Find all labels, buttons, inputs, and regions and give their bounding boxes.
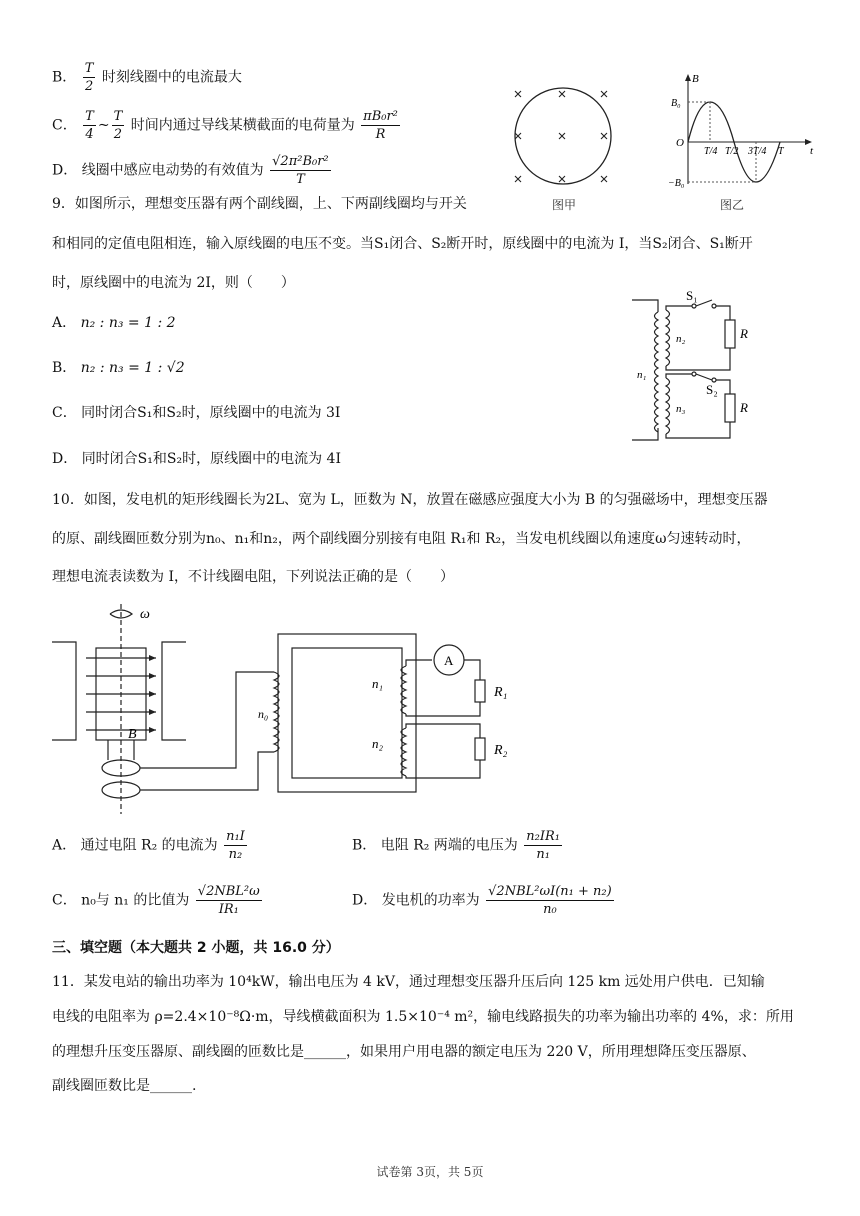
fraction: $\frac{\text{πB₀r²}}{R}$: [363, 109, 398, 142]
svg-text:n₂: n₂: [676, 333, 686, 345]
q8-option-b: B． $\frac{T}{2}$ 时刻线圈中的电流最大: [52, 61, 242, 94]
svg-text:ω: ω: [140, 607, 150, 622]
q10-option-c: C． n₀与 n₁ 的比值为 $\frac{\text{√2NBL²ω}}{\text{IR₁}}$: [52, 884, 260, 917]
svg-text:T/2: T/2: [725, 146, 739, 157]
svg-text:n₂: n₂: [372, 736, 384, 751]
q10-stem-line-2: 的原、副线圈匝数分别为n₀、n₁和n₂，两个副线圈分别接有电阻 R₁和 R₂，当发电机线圈以角速度ω匀速转动时，: [52, 531, 751, 547]
q10-option-b: B． 电阻 R₂ 两端的电压为 $\frac{\text{n₂IR₁}}{\text{n₁}}$: [352, 829, 560, 862]
svg-text:A: A: [444, 653, 454, 668]
q9-option-a: A． n₂ : n₃ = 1 : 2: [52, 315, 176, 331]
q9-option-d: D． 同时闭合S₁和S₂时，原线圈中的电流为 4I: [52, 451, 341, 467]
q9-stem-line-3: 时，原线圈中的电流为 2I，则（ ）: [52, 275, 295, 291]
fraction: $\frac{T}{2}$: [113, 109, 123, 142]
svg-text:n₁: n₁: [637, 369, 647, 381]
q9-stem-line-1: 9．如图所示，理想变压器有两个副线圈，上、下两副线圈均与开关: [52, 196, 467, 212]
svg-text:B₀: B₀: [671, 98, 681, 109]
fraction: $\frac{T}{4}$: [85, 109, 94, 142]
q10-stem-line-3: 理想电流表读数为 I，不计线圈电阻，下列说法正确的是（ ）: [52, 569, 454, 585]
q11-line-1: 11．某发电站的输出功率为 10⁴kW，输出电压为 4 kV，通过理想变压器升压后向 125 km 远处用户供电．已知输: [52, 974, 765, 990]
fraction: $\frac{\text{√2NBL²ω}}{\text{IR₁}}$: [197, 884, 260, 917]
figure-yi-graph: [668, 72, 818, 192]
q11-line-2: 电线的电阻率为 ρ=2.4×10⁻⁸Ω·m，导线横截面积为 1.5×10⁻⁴ m²，输电线路损失的功率为输出功率的 4%，求：所用: [52, 1009, 794, 1025]
fraction: $\frac{T}{2}$: [84, 61, 94, 94]
q8-option-d: D． 线圈中感应电动势的有效值为 $\frac{\text{√2π²B₀r²}}{T}$: [52, 154, 329, 187]
q9-option-b: B． n₂ : n₃ = 1 : √2: [52, 360, 185, 376]
section-title: 三、填空题（本大题共 2 小题，共 16.0 分）: [52, 940, 340, 956]
svg-text:n₃: n₃: [676, 403, 686, 415]
figure-jia-caption: 图甲: [552, 198, 577, 212]
figure-jia-magnetic-field: [500, 78, 630, 198]
svg-text:R₂: R₂: [494, 743, 508, 758]
q10-stem-line-1: 10．如图，发电机的矩形线圈长为2L、宽为 L，匝数为 N，放置在磁感应强度大小为 B 的匀强磁场中，理想变压器: [52, 492, 768, 508]
fraction: $\frac{\text{√2π²B₀r²}}{T}$: [272, 154, 329, 187]
q9-stem-line-2: 和相同的定值电阻相连，输入原线圈的电压不变。当S₁闭合、S₂断开时，原线圈中的电流为 I，当S₂闭合、S₁断开: [52, 236, 753, 252]
q11-line-4: 副线圈匝数比是______.: [52, 1078, 197, 1094]
svg-text:O: O: [676, 137, 684, 149]
q9-transformer-diagram: [630, 282, 770, 447]
figure-yi-caption: 图乙: [720, 198, 745, 212]
svg-text:t: t: [810, 145, 814, 157]
svg-text:n₁: n₁: [372, 676, 384, 691]
cross-marks: [515, 91, 607, 182]
svg-text:B: B: [128, 727, 137, 742]
fraction: $\frac{\text{n₂IR₁}}{\text{n₁}}$: [526, 829, 560, 862]
svg-text:3T/4: 3T/4: [748, 146, 767, 157]
fraction: $\frac{\text{√2NBL²ωI(n₁ + n₂)}}{\text{n₀}}$: [488, 884, 612, 917]
q10-option-d: D． 发电机的功率为 $\frac{\text{√2NBL²ωI(n₁ + n₂)}}{\text{n₀}}$: [352, 884, 612, 917]
page-footer: 试卷第 3页，共 5页: [376, 1165, 484, 1179]
svg-text:T: T: [778, 146, 784, 157]
svg-text:n₀: n₀: [258, 707, 269, 721]
svg-text:T/4: T/4: [704, 146, 718, 157]
q10-generator-transformer-diagram: [52, 600, 532, 818]
q9-option-c: C． 同时闭合S₁和S₂时，原线圈中的电流为 3I: [52, 405, 341, 421]
svg-text:S₂: S₂: [706, 382, 718, 397]
svg-text:−B₀: −B₀: [668, 178, 685, 189]
q10-option-a: A． 通过电阻 R₂ 的电流为 $\frac{\text{n₁I}}{\text{n₂}}$: [52, 829, 245, 862]
svg-text:B: B: [692, 73, 699, 85]
q11-line-3: 的理想升压变压器原、副线圈的匝数比是______，如果用户用电器的额定电压为 220 V，所用理想降压变压器原、: [52, 1044, 756, 1060]
svg-text:R: R: [740, 400, 748, 415]
svg-text:R₁: R₁: [494, 685, 508, 700]
svg-text:S₁: S₁: [686, 288, 698, 303]
q8-option-c: C． $\frac{T}{4}$ ~ $\frac{T}{2}$ 时间内通过导线某横截面的电荷量为 $\frac{\text{πB₀r²}}{R}$: [52, 109, 398, 142]
fraction: $\frac{\text{n₁I}}{\text{n₂}}$: [226, 829, 245, 862]
svg-text:R: R: [740, 326, 748, 341]
